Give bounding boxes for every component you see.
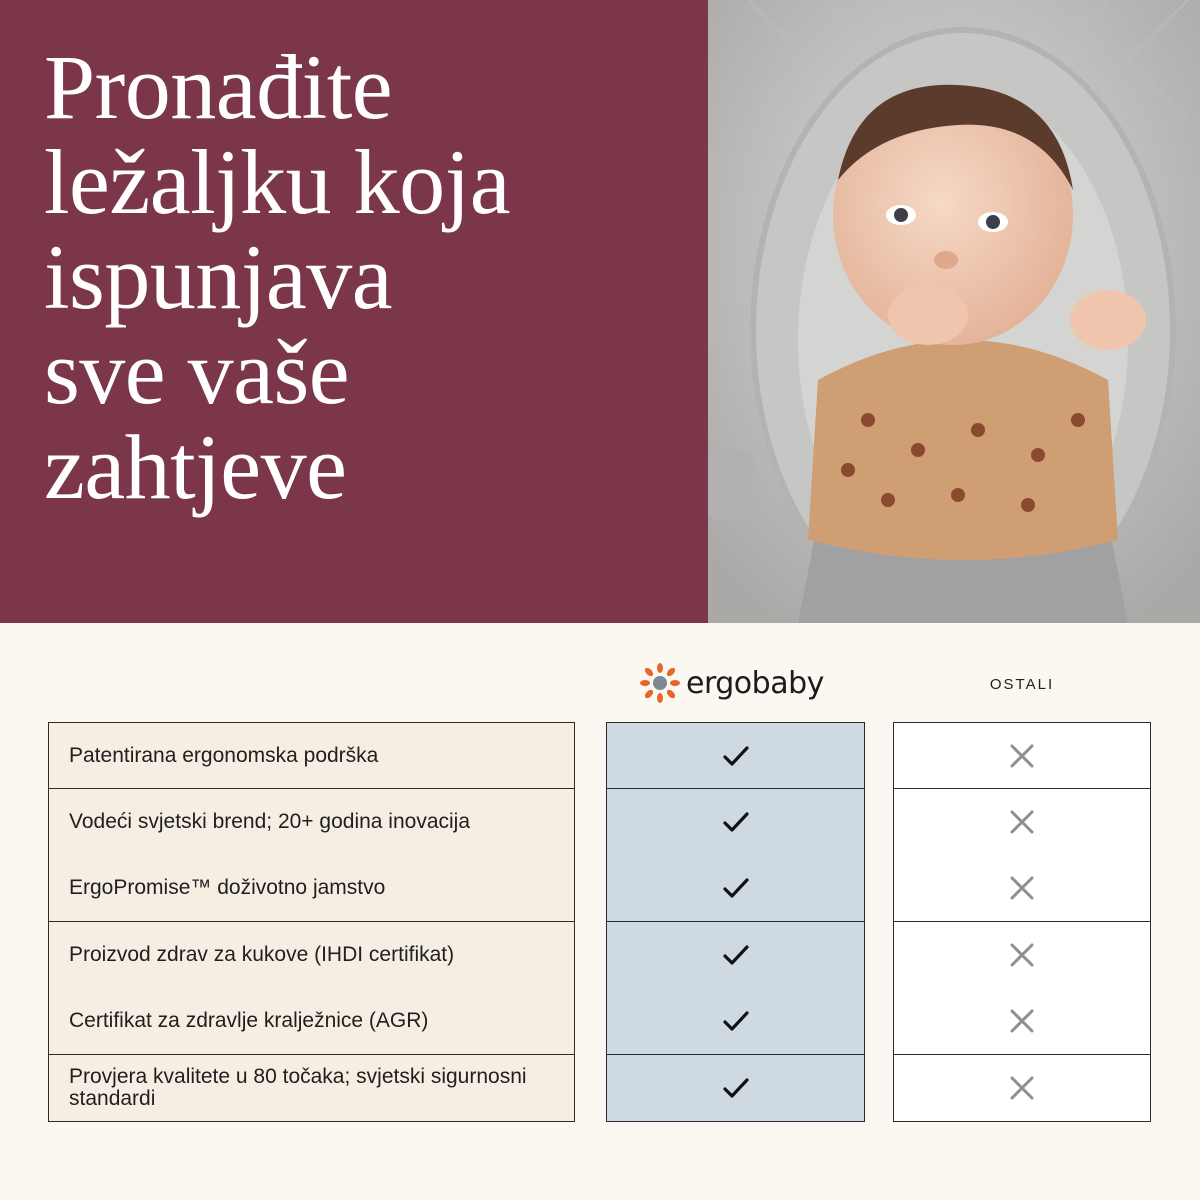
check-icon	[719, 871, 753, 905]
cross-icon	[1005, 871, 1039, 905]
feature-cell: Certifikat za zdravlje kralježnice (AGR)	[48, 988, 575, 1055]
headline-line: sve vaše	[44, 321, 350, 423]
headline	[44, 36, 694, 518]
cross-icon	[1005, 739, 1039, 773]
table-row	[0, 1055, 1200, 1122]
others-cell	[893, 1055, 1151, 1122]
others-cell	[893, 722, 1151, 789]
others-cell	[893, 922, 1151, 989]
cross-icon	[1005, 805, 1039, 839]
check-icon	[719, 739, 753, 773]
ergobaby-logo-mark-icon	[640, 663, 680, 703]
check-icon	[719, 805, 753, 839]
ergobaby-cell	[606, 1055, 865, 1122]
cross-icon	[1005, 938, 1039, 972]
cross-icon	[1005, 1004, 1039, 1038]
feature-cell: Vodeći svjetski brend; 20+ godina inovacija	[48, 789, 575, 856]
ergobaby-cell	[606, 922, 865, 989]
baby-in-bouncer-image	[708, 0, 1200, 623]
table-row	[0, 922, 1200, 989]
feature-cell: Provjera kvalitete u 80 točaka; svjetski sigurnosni standardi	[48, 1055, 575, 1122]
table-row	[0, 855, 1200, 922]
table-row	[0, 722, 1200, 789]
feature-cell: Proizvod zdrav za kukove (IHDI certifikat)	[48, 922, 575, 989]
table-row	[0, 988, 1200, 1055]
ergobaby-cell	[606, 855, 865, 922]
check-icon	[719, 1004, 753, 1038]
baby-photo	[708, 0, 1200, 623]
feature-cell: ErgoPromise™ doživotno jamstvo	[48, 855, 575, 922]
check-icon	[719, 1071, 753, 1105]
ergobaby-cell	[606, 722, 865, 789]
others-cell	[893, 988, 1151, 1055]
others-column-header: OSTALI	[989, 676, 1055, 693]
headline-line: Pronađite	[44, 36, 393, 138]
check-icon	[719, 938, 753, 972]
others-cell	[893, 855, 1151, 922]
headline-line: ležaljku koja	[44, 131, 511, 233]
feature-cell: Patentirana ergonomska podrška	[48, 722, 575, 789]
ergobaby-cell	[606, 988, 865, 1055]
others-cell	[893, 789, 1151, 856]
headline-line: zahtjeve	[44, 416, 347, 518]
ergobaby-logo-text: ergobaby	[686, 665, 824, 701]
cross-icon	[1005, 1071, 1039, 1105]
ergobaby-cell	[606, 789, 865, 856]
table-row	[0, 789, 1200, 856]
headline-line: ispunjava	[44, 226, 393, 328]
ergobaby-logo	[640, 660, 840, 706]
hero-text-panel	[0, 0, 708, 623]
